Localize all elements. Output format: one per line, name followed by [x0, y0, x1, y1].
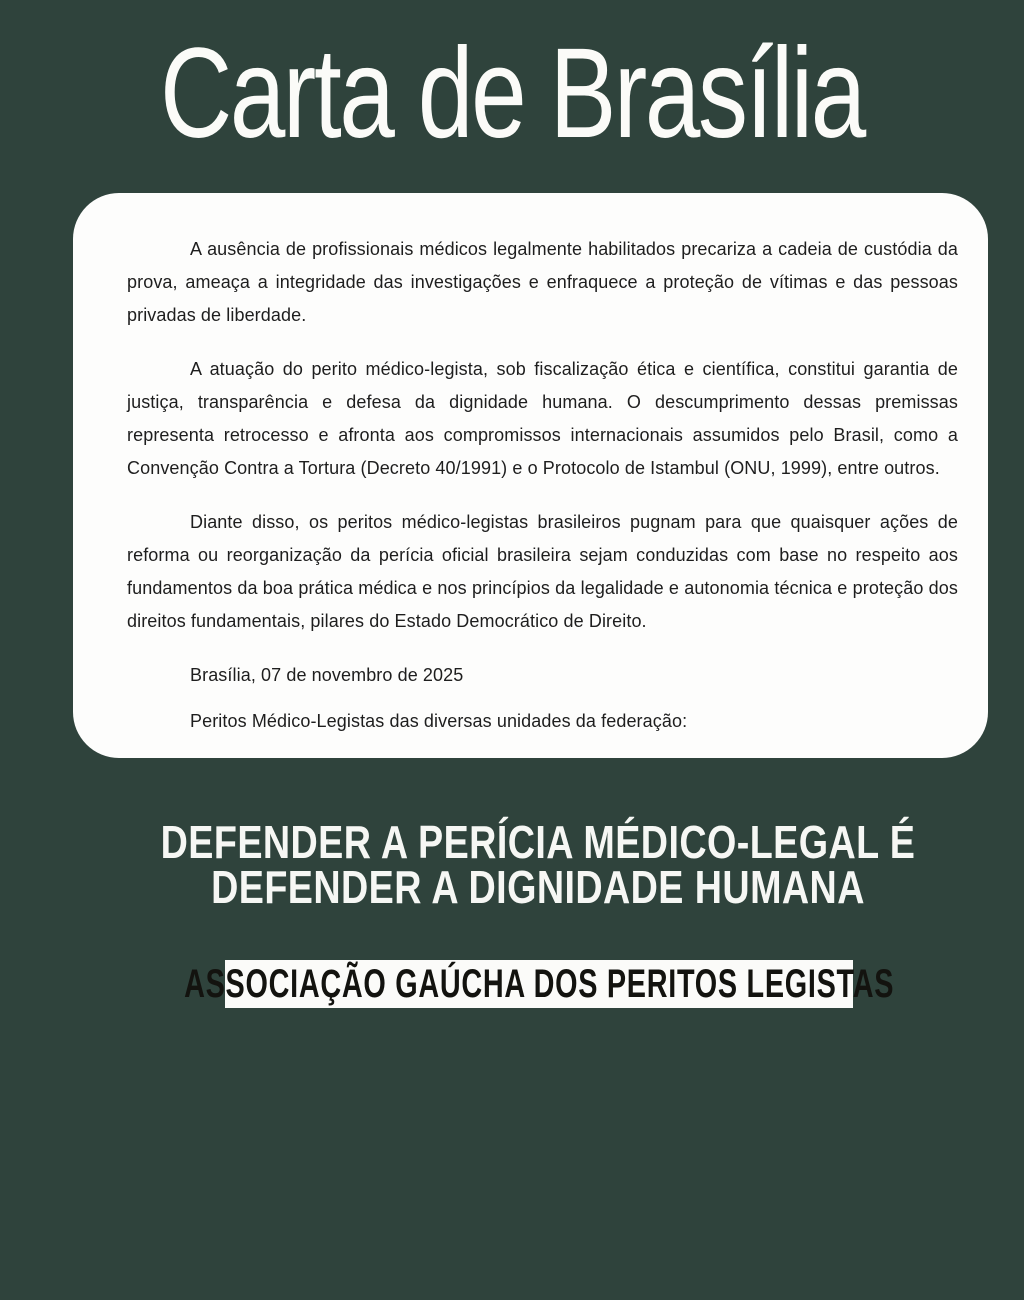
letter-card	[73, 193, 988, 758]
signature-line: Peritos Médico-Legistas das diversas unidades da federação:	[190, 711, 688, 732]
association-banner	[183, 960, 895, 1008]
date-line: Brasília, 07 de novembro de 2025	[190, 665, 464, 686]
letter-paragraph-3: Diante disso, os peritos médico-legistas brasileiros pugnam para que quaisquer ações de reforma ou reorganização da perícia oficial brasileira sejam conduzidas com base no respeito aos fundamentos da boa prática médica e nos princípios da legalidade e autonomia técnica e proteção dos direitos fundamentais, pilares do Estado Democrático de Direito.	[127, 512, 958, 632]
association-banner-text: ASSOCIAÇÃO GAÚCHA DOS PERITOS LEGISTAS	[183, 961, 895, 1006]
letter-paragraph-2: A atuação do perito médico-legista, sob fiscalização ética e científica, constitui garantia de justiça, transparência e defesa da dignidade humana. O descumprimento dessas premissas representa retrocesso e afronta aos compromissos internacionais assumidos pelo Brasil, como a Convenção Contra a Tortura (Decreto 40/1991) e o Protocolo de Istambul (ONU, 1999), entre outros.	[127, 359, 958, 479]
headline	[118, 816, 958, 914]
headline-line-2: DEFENDER A DIGNIDADE HUMANA	[211, 861, 865, 914]
letter-paragraph-1: A ausência de profissionais médicos legalmente habilitados precariza a cadeia de custódia da prova, ameaça a integridade das investigações e enfraquece a proteção de vítimas e das pessoas privadas de liberdade.	[127, 239, 958, 326]
poster	[0, 20, 1024, 1300]
page-title: Carta de Brasília	[160, 22, 864, 165]
headline-line-1: DEFENDER A PERÍCIA MÉDICO-LEGAL É	[160, 816, 916, 869]
